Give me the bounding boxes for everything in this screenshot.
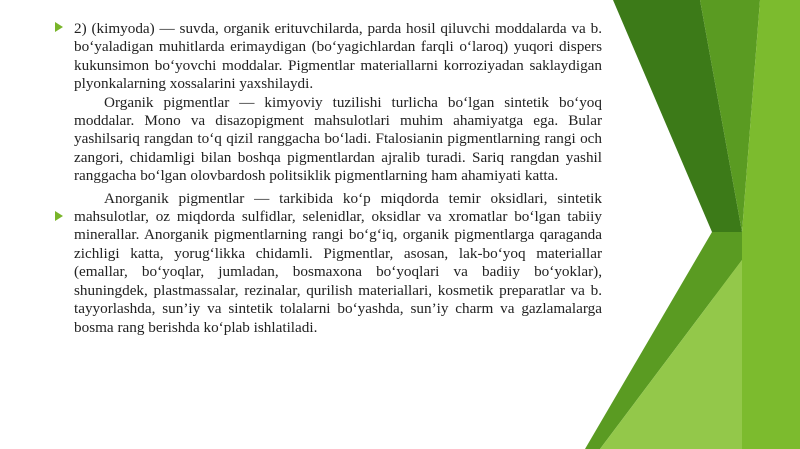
- paragraph-inorganic-pigments: Anorganik pigmentlar — tarkibida ko‘p miqdorda temir oksidlari, sintetik mahsulotlar, oz miqdorda sulfidlar, selenidlar, oksidlar va xromatlar bo‘lgan tabiiy minerallar. Anorganik pigmentlarning rangi bo‘g‘iq, organik pigmentlarga qaraganda zichligi katta, yorug‘likka chidamli. Pigmentlar, asosan, lak-bo‘yoq materiallar (emallar, bo‘yoqlar, jumladan, bosmaxona bo‘yoqlari va badiiy bo‘yoklar), shuningdek, plastmassalar, rezinalar, qurilish materiallari, kosmetik preparatlar va b. tayyorlashda, sun’iy va sintetik tolalarni bo‘yashda, sun’iy charm va gazlamalarga bosma rang berishda ko‘plab ishlatiladi.: [74, 189, 602, 336]
- text-body: [74, 20, 602, 337]
- triangle-bullet-icon: [55, 22, 63, 32]
- triangle-bullet-icon: [55, 211, 63, 221]
- paragraph-organic-pigments: Organik pigmentlar — kimyoviy tuzilishi turlicha bo‘lgan sintetik bo‘yoq moddalar. Mono va disazopigment mahsulotlari muhim ahamiyatga ega. Bular yashilsariq rangdan to‘q qizil ranggacha bo‘ladi. Ftalosianin pigmentlarning rangi och zangori, chidamligi bilan boshqa pigmentlardan ajralib turadi. Sariq rangdan yashil ranggacha bo‘lgan olovbardosh politsiklik pigmentlarning ham ahamiyati katta.: [74, 93, 602, 185]
- paragraph-definition: 2) (kimyoda) — suvda, organik erituvchilarda, parda hosil qiluvchi moddalarda va b. bo‘yaladigan muhitlarda erimaydigan (bo‘yagichlardan farqli o‘laroq) yuqori dispers kukunsimon bo‘yovchi moddalar. Pigmentlar materiallarni korroziyadan saklaydigan plyonkalarning xossalarini yaxshilaydi.: [74, 20, 602, 93]
